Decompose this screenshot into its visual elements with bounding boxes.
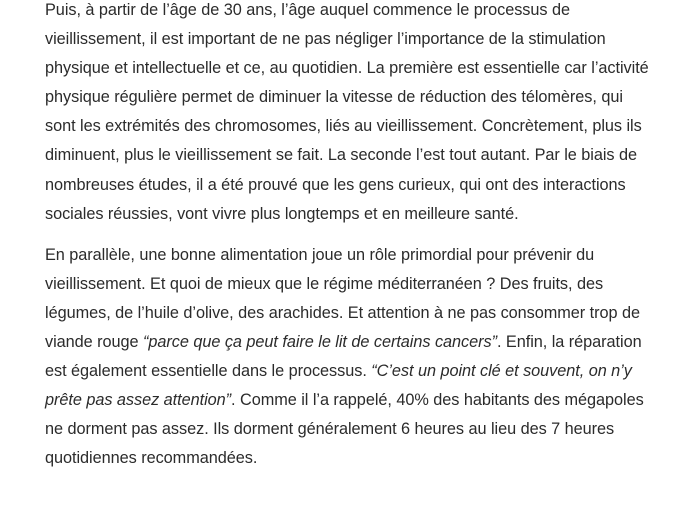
quote-point-cle: “C’est un point clé et souvent, on n’y prête pas assez attention” bbox=[45, 362, 632, 410]
paragraph-text: . Enfin, la réparation est également essentielle dans le processus. bbox=[45, 333, 642, 381]
paragraph-text: En parallèle, une bonne alimentation joue un rôle primordial pour prévenir du vieillissement. Et quoi de mieux que le régime méditerranéen ? Des fruits, des légumes, de l’huile d’olive, des arachides. Et attention à ne pas consommer trop de viande rouge bbox=[45, 245, 640, 352]
paragraph-stimulation: Puis, à partir de l’âge de 30 ans, l’âge auquel commence le processus de vieillissement, il est important de ne pas négliger l’importance de la stimulation physique et intellectuelle et ce, au quotidien. La première est essentielle car l’activité physique régulière permet de diminuer la vitesse de réduction des télomères, qui sont les extrémités des chromosomes, liés au vieillissement. Concrètement, plus ils diminuent, plus le vieillissement se fait. La seconde l’est tout autant. Par le biais de nombreuses études, il a été prouvé que les gens curieux, qui ont des interactions sociales réussies, vont vivre plus longtemps et en meilleure santé. bbox=[45, 1, 649, 223]
paragraph-text: . Comme il l’a rappelé, 40% des habitants des mégapoles ne dorment pas assez. Ils dorment généralement 6 heures au lieu des 7 heures quotidiennes recommandées. bbox=[45, 391, 644, 468]
article-body bbox=[45, 0, 657, 474]
quote-cancers: “parce que ça peut faire le lit de certains cancers” bbox=[143, 333, 497, 352]
paragraph-alimentation bbox=[45, 241, 657, 474]
